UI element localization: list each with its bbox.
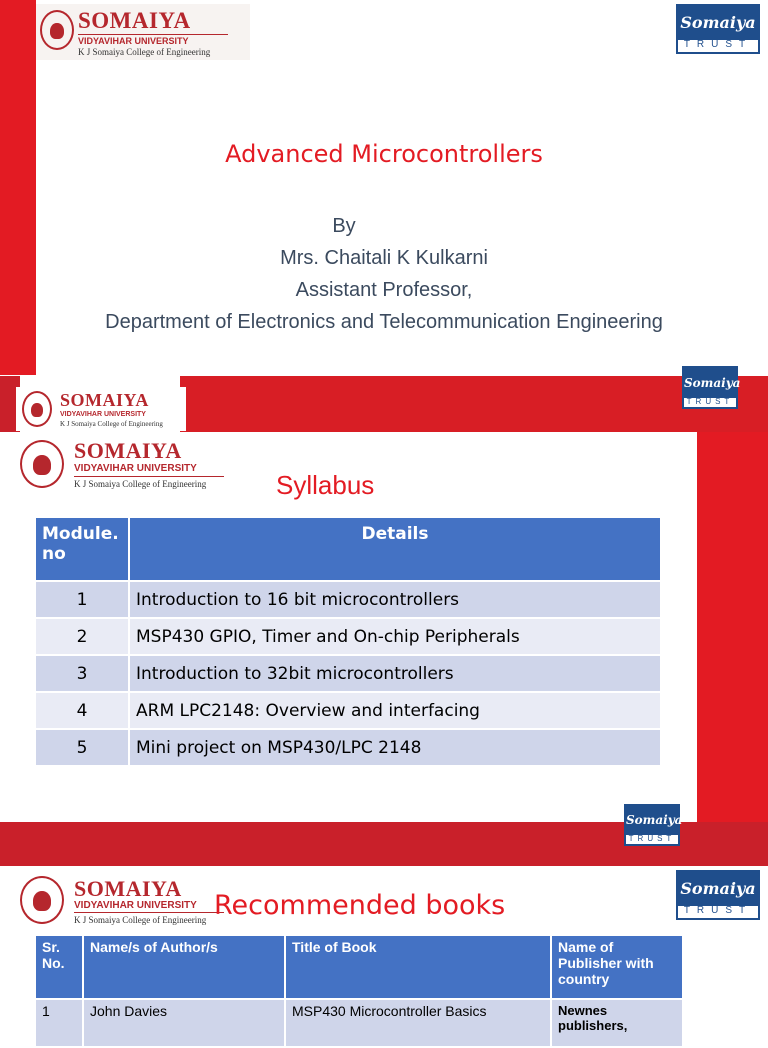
table-header-row bbox=[35, 517, 661, 581]
somaiya-trust-logo bbox=[676, 870, 760, 920]
header-module-no: Module. no bbox=[35, 517, 129, 581]
logo-university: VIDYAVIHAR UNIVERSITY bbox=[60, 411, 146, 418]
table-header-row bbox=[35, 935, 683, 999]
somaiya-emblem-icon bbox=[22, 391, 52, 427]
logo-university: VIDYAVIHAR UNIVERSITY bbox=[74, 463, 197, 474]
module-details: ARM LPC2148: Overview and interfacing bbox=[129, 692, 661, 729]
logo-college: K J Somaiya College of Engineering bbox=[74, 915, 207, 925]
module-details: Mini project on MSP430/LPC 2148 bbox=[129, 729, 661, 766]
header-details: Details bbox=[129, 517, 661, 581]
table-row bbox=[35, 655, 661, 692]
logo-name: SOMAIYA bbox=[74, 876, 182, 901]
logo-divider bbox=[74, 476, 224, 477]
module-number: 3 bbox=[35, 655, 129, 692]
logo-university: VIDYAVIHAR UNIVERSITY bbox=[78, 36, 189, 46]
table-row bbox=[35, 581, 661, 618]
table-row bbox=[35, 618, 661, 655]
module-number: 2 bbox=[35, 618, 129, 655]
somaiya-trust-logo-small bbox=[682, 366, 741, 409]
red-band-top bbox=[180, 376, 768, 432]
table-row bbox=[35, 729, 661, 766]
trust-word: TRUST bbox=[628, 834, 676, 843]
trust-brand: Somaiya bbox=[678, 872, 758, 906]
somaiya-trust-logo bbox=[676, 4, 760, 54]
trust-brand: Somaiya bbox=[684, 368, 736, 398]
book-sr-no: 1 bbox=[35, 999, 83, 1047]
table-row bbox=[35, 999, 683, 1047]
book-publisher: Newnes publishers, bbox=[551, 999, 683, 1047]
trust-brand: Somaiya bbox=[626, 806, 678, 835]
logo-name: SOMAIYA bbox=[60, 390, 149, 410]
trust-word: TRUST bbox=[683, 39, 753, 50]
slide-title: Advanced Microcontrollers bbox=[225, 140, 543, 168]
header-authors: Name/s of Author/s bbox=[83, 935, 285, 999]
logo-college: K J Somaiya College of Engineering bbox=[74, 479, 207, 489]
module-details: MSP430 GPIO, Timer and On-chip Peripherals bbox=[129, 618, 661, 655]
module-number: 5 bbox=[35, 729, 129, 766]
books-title: Recommended books bbox=[214, 890, 506, 921]
author-department: Department of Electronics and Telecommunication Engineering bbox=[105, 311, 663, 333]
somaiya-emblem-icon bbox=[20, 440, 64, 488]
logo-name: SOMAIYA bbox=[78, 8, 191, 33]
red-band-right bbox=[697, 432, 768, 864]
author-designation: Assistant Professor, bbox=[295, 279, 473, 301]
logo-divider bbox=[78, 34, 228, 35]
somaiya-trust-logo-footer bbox=[624, 804, 683, 846]
somaiya-logo bbox=[36, 4, 250, 60]
author-name: Mrs. Chaitali K Kulkarni bbox=[280, 247, 488, 269]
book-title: MSP430 Microcontroller Basics bbox=[285, 999, 551, 1047]
trust-word: TRUST bbox=[686, 397, 734, 406]
trust-brand: Somaiya bbox=[678, 6, 758, 40]
module-number: 4 bbox=[35, 692, 129, 729]
somaiya-logo bbox=[14, 434, 250, 494]
header-title: Title of Book bbox=[285, 935, 551, 999]
somaiya-emblem-icon bbox=[40, 10, 74, 50]
logo-college: K J Somaiya College of Engineering bbox=[78, 47, 211, 57]
logo-college: K J Somaiya College of Engineering bbox=[60, 420, 163, 428]
by-label: By bbox=[332, 215, 356, 237]
logo-divider bbox=[74, 912, 224, 913]
books-table bbox=[34, 934, 684, 1048]
book-authors: John Davies bbox=[83, 999, 285, 1047]
module-details: Introduction to 32bit microcontrollers bbox=[129, 655, 661, 692]
somaiya-emblem-icon bbox=[20, 876, 64, 924]
logo-name: SOMAIYA bbox=[74, 438, 182, 463]
module-number: 1 bbox=[35, 581, 129, 618]
syllabus-table bbox=[34, 516, 662, 767]
table-row bbox=[35, 692, 661, 729]
syllabus-title: Syllabus bbox=[276, 470, 375, 500]
module-details: Introduction to 16 bit microcontrollers bbox=[129, 581, 661, 618]
header-publisher: Name of Publisher with country bbox=[551, 935, 683, 999]
logo-university: VIDYAVIHAR UNIVERSITY bbox=[74, 900, 197, 911]
somaiya-logo-small bbox=[16, 387, 186, 431]
header-sr-no: Sr. No. bbox=[35, 935, 83, 999]
trust-word: TRUST bbox=[683, 905, 753, 916]
